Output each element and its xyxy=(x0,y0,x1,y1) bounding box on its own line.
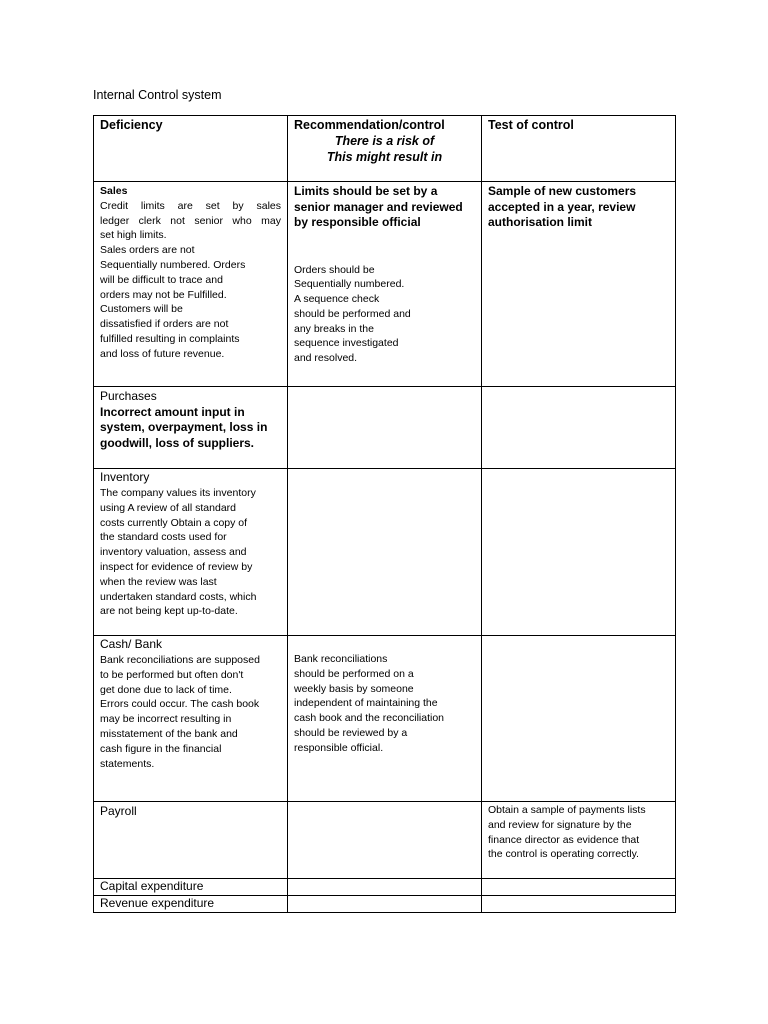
revex-heading: Revenue expenditure xyxy=(100,896,215,910)
inventory-deficiency-line: The company values its inventory xyxy=(100,487,256,499)
cash-bank-recommendation-line: should be reviewed by a xyxy=(294,726,408,739)
inventory-deficiency-line: when the review was last xyxy=(100,575,217,588)
inventory-deficiency-line: inspect for evidence of review by xyxy=(100,560,253,573)
sales-recommendation-bold-line: senior manager and reviewed xyxy=(294,199,463,214)
capex-test-cell xyxy=(482,879,676,896)
payroll-recommendation-cell xyxy=(288,802,482,879)
inventory-deficiency-cell xyxy=(94,469,288,636)
payroll-test-line: finance director as evidence that xyxy=(488,833,640,846)
header-test: Test of control xyxy=(488,118,574,132)
purchases-deficiency-line: Incorrect amount input in xyxy=(100,404,245,419)
table-row-cash-bank xyxy=(94,636,676,802)
purchases-recommendation-cell xyxy=(288,387,482,469)
header-deficiency-cell xyxy=(94,116,288,182)
inventory-deficiency-line: inventory valuation, assess and xyxy=(100,546,247,559)
payroll-deficiency-cell xyxy=(94,802,288,879)
cash-bank-deficiency-cell xyxy=(94,636,288,802)
document-title: Internal Control system xyxy=(93,88,222,102)
cash-bank-deficiency-line: get done due to lack of time. xyxy=(100,683,232,696)
sales-deficiency-line: ledger clerk not senior who may xyxy=(100,214,281,227)
sales-deficiency-line: Credit limits are set by sales xyxy=(100,199,281,212)
cash-bank-recommendation-line: Bank reconciliations xyxy=(294,653,388,665)
cash-bank-deficiency-line: Errors could occur. The cash book xyxy=(100,698,260,711)
sales-deficiency-line: set high limits. xyxy=(100,229,167,242)
table-row-payroll xyxy=(94,802,676,879)
inventory-deficiency-line: undertaken standard costs, which xyxy=(100,590,257,603)
cash-bank-deficiency-line: to be performed but often don't xyxy=(100,668,244,681)
purchases-deficiency-line: goodwill, loss of suppliers. xyxy=(100,435,255,450)
revex-deficiency-cell xyxy=(94,896,288,913)
cash-bank-deficiency-line: Bank reconciliations are supposed xyxy=(100,654,260,666)
sales-test-line: accepted in a year, review xyxy=(488,199,636,214)
cash-bank-recommendation-line: should be performed on a xyxy=(294,667,414,680)
purchases-deficiency-cell xyxy=(94,387,288,469)
table-row-revenue-expenditure xyxy=(94,896,676,913)
table-header-row xyxy=(94,116,676,182)
payroll-test-line: the control is operating correctly. xyxy=(488,848,639,861)
cash-bank-recommendation-line: independent of maintaining the xyxy=(294,697,438,710)
sales-recommendation-line: sequence investigated xyxy=(294,337,399,350)
sales-test-line: authorisation limit xyxy=(488,215,593,229)
capex-recommendation-cell xyxy=(288,879,482,896)
sales-deficiency-line: fulfilled resulting in complaints xyxy=(100,332,240,345)
sales-recommendation-line: should be performed and xyxy=(294,307,411,320)
revex-recommendation-cell xyxy=(288,896,482,913)
sales-recommendation-line: Orders should be xyxy=(294,263,375,276)
purchases-heading: Purchases xyxy=(100,389,157,403)
payroll-test-cell xyxy=(482,802,676,879)
capex-heading: Capital expenditure xyxy=(100,879,204,893)
cash-bank-deficiency-line: misstatement of the bank and xyxy=(100,727,238,740)
header-risk-line-2: This might result in xyxy=(326,150,443,164)
sales-deficiency-line: and loss of future revenue. xyxy=(100,347,225,360)
sales-deficiency-line: dissatisfied if orders are not xyxy=(100,318,229,331)
sales-deficiency-cell xyxy=(94,182,288,387)
purchases-deficiency-line: system, overpayment, loss in xyxy=(100,420,268,434)
cash-bank-heading: Cash/ Bank xyxy=(100,637,163,651)
sales-deficiency-line: Sequentially numbered. Orders xyxy=(100,258,246,271)
payroll-test-line: and review for signature by the xyxy=(488,818,632,831)
cash-bank-test-cell xyxy=(482,636,676,802)
payroll-test-line: Obtain a sample of payments lists xyxy=(488,804,646,816)
internal-control-table xyxy=(93,115,676,913)
inventory-deficiency-line: the standard costs used for xyxy=(100,531,227,544)
header-risk-line-1: There is a risk of xyxy=(334,134,435,148)
sales-recommendation-cell xyxy=(288,182,482,387)
sales-deficiency-line: Customers will be xyxy=(100,303,183,316)
header-deficiency: Deficiency xyxy=(100,118,163,132)
inventory-test-cell xyxy=(482,469,676,636)
cash-bank-recommendation-line: responsible official. xyxy=(294,741,384,754)
table-row-sales xyxy=(94,182,676,387)
inventory-deficiency-line: using A review of all standard xyxy=(100,501,236,514)
sales-deficiency-line: Sales orders are not xyxy=(100,244,195,257)
cash-bank-recommendation-cell xyxy=(288,636,482,802)
sales-heading: Sales xyxy=(100,185,128,197)
header-recommendation-cell xyxy=(288,116,482,182)
sales-recommendation-line: and resolved. xyxy=(294,352,358,365)
cash-bank-deficiency-line: cash figure in the financial xyxy=(100,742,222,755)
sales-recommendation-bold-line: by responsible official xyxy=(294,215,421,229)
inventory-recommendation-cell xyxy=(288,469,482,636)
header-recommendation: Recommendation/control xyxy=(294,118,445,132)
payroll-heading: Payroll xyxy=(100,804,137,818)
sales-deficiency-line: will be difficult to trace and xyxy=(100,273,223,286)
cash-bank-deficiency-line: may be incorrect resulting in xyxy=(100,713,232,726)
inventory-deficiency-line: are not being kept up-to-date. xyxy=(100,605,238,618)
cash-bank-deficiency-line: statements. xyxy=(100,757,155,770)
sales-recommendation-line: any breaks in the xyxy=(294,322,374,335)
inventory-deficiency-line: costs currently Obtain a copy of xyxy=(100,516,248,529)
sales-deficiency-line: orders may not be Fulfilled. xyxy=(100,288,227,301)
sales-recommendation-line: A sequence check xyxy=(294,293,380,306)
table-row-purchases xyxy=(94,387,676,469)
sales-recommendation-line: Sequentially numbered. xyxy=(294,278,405,291)
capex-deficiency-cell xyxy=(94,879,288,896)
revex-test-cell xyxy=(482,896,676,913)
table-row-inventory xyxy=(94,469,676,636)
sales-test-line: Sample of new customers xyxy=(488,184,637,198)
cash-bank-recommendation-line: cash book and the reconciliation xyxy=(294,712,445,725)
cash-bank-recommendation-line: weekly basis by someone xyxy=(294,682,414,695)
inventory-heading: Inventory xyxy=(100,470,150,484)
header-test-cell xyxy=(482,116,676,182)
table-row-capital-expenditure xyxy=(94,879,676,896)
purchases-test-cell xyxy=(482,387,676,469)
sales-recommendation-bold-line: Limits should be set by a xyxy=(294,184,438,198)
sales-test-cell xyxy=(482,182,676,387)
